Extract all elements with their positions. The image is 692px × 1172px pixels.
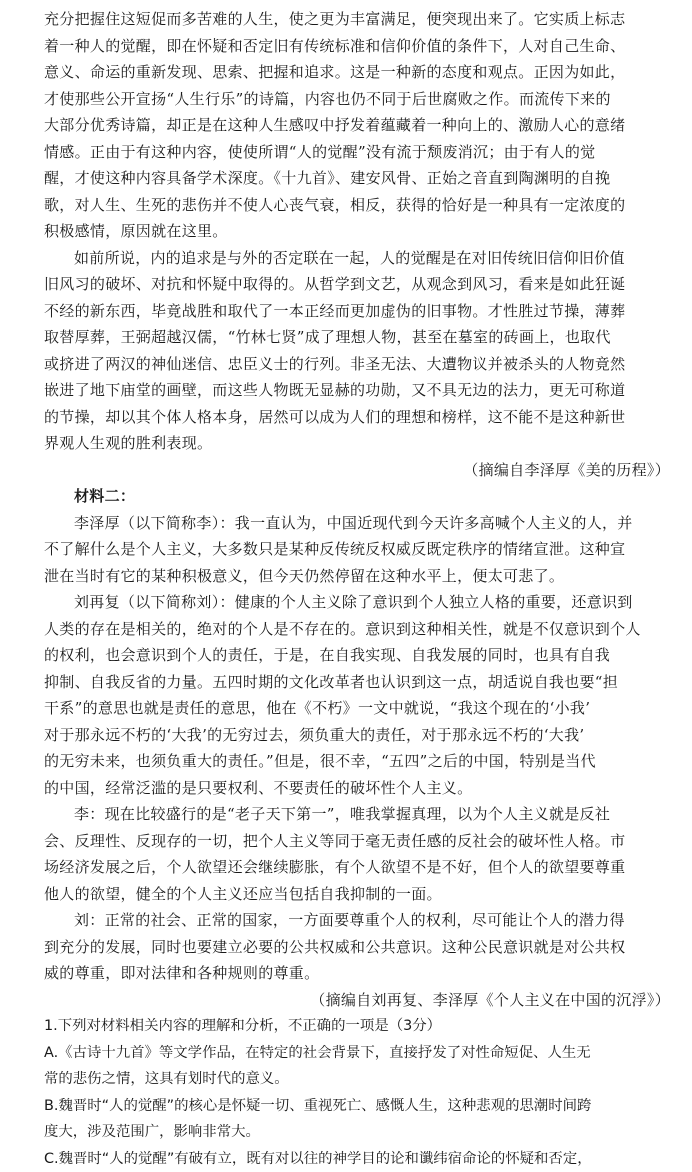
text-line: 取替厚葬，王弼超越汉儒，“竹林七贤”成了理想人物，甚至在墓室的砖画上，也取代 (44, 324, 672, 351)
option-line: A.《古诗十九首》等文学作品，在特定的社会背景下，直接抒发了对性命短促、人生无 (44, 1040, 672, 1067)
material-two-paragraph-1 (44, 510, 672, 590)
text-line: 的权利，也会意识到个人的责任，于是，在自我实现、自我发展的同时，也具有自我 (44, 642, 672, 669)
text-line: 才使那些公开宣扬“人生行乐”的诗篇，内容也仍不同于后世腐败之作。而流传下来的 (44, 86, 672, 113)
question-block (44, 1013, 672, 1172)
material-one-paragraph-1 (44, 6, 672, 245)
text-line: 歌，对人生、生死的悲伤并不使人心丧气衰，相反，获得的恰好是一种具有一定浓度的 (44, 192, 672, 219)
text-line: 李泽厚（以下简称李）：我一直认为，中国近现代到今天许多高喊个人主义的人，并 (44, 510, 672, 537)
material-two-paragraph-2 (44, 589, 672, 801)
text-line: 嵌进了地下庙堂的画壁，而这些人物既无显赫的功勋，又不具无边的法力，更无可称道 (44, 377, 672, 404)
text-line: 大部分优秀诗篇，却正是在这种人生感叹中抒发着蕴藏着一种向上的、激励人心的意绪 (44, 112, 672, 139)
text-line: 或挤进了两汉的神仙迷信、忠臣义士的行列。非圣无法、大遭物议并被杀头的人物竟然 (44, 351, 672, 378)
text-line: 积极感情，原因就在这里。 (44, 218, 672, 245)
question-stem: 1.下列对材料相关内容的理解和分析，不正确的一项是（3分） (44, 1013, 672, 1040)
text-line: 情感。正由于有这种内容，使使所谓“人的觉醒”没有流于颓废消沉；由于有人的觉 (44, 139, 672, 166)
text-line: 泄在当时有它的某种积极意义，但今天仍然停留在这种水平上，便太可悲了。 (44, 563, 672, 590)
source-citation: （摘编自李泽厚《美的历程》） (44, 457, 672, 484)
text-line: 刘再复（以下简称刘）：健康的个人主义除了意识到个人独立人格的重要，还意识到 (44, 589, 672, 616)
text-line: 他人的欲望，健全的个人主义还应当包括自我抑制的一面。 (44, 881, 672, 908)
text-line: 的中国，经常泛滥的是只要权利、不要责任的破坏性个人主义。 (44, 775, 672, 802)
text-line: 意义、命运的重新发现、思索、把握和追求。这是一种新的态度和观点。正因为如此， (44, 59, 672, 86)
text-line: 不经的新东西，毕竟战胜和取代了一本正经而更加虚伪的旧事物。才性胜过节操，薄葬 (44, 298, 672, 325)
option-line: B.魏晋时“人的觉醒”的核心是怀疑一切、重视死亡、感慨人生，这种悲观的思潮时间跨 (44, 1093, 672, 1120)
text-line: 醒，才使这种内容具备学术深度。《十九首》、建安风骨、正始之音直到陶渊明的自挽 (44, 165, 672, 192)
option-c (44, 1146, 672, 1172)
text-line: 刘：正常的社会、正常的国家，一方面要尊重个人的权利，尽可能让个人的潜力得 (44, 907, 672, 934)
material-one-paragraph-2 (44, 245, 672, 457)
text-line: 如前所说，内的追求是与外的否定联在一起，人的觉醒是在对旧传统旧信仰旧价值 (44, 245, 672, 272)
text-line: 人类的存在是相关的，绝对的个人是不存在的。意识到这种相关性，就是不仅意识到个人 (44, 616, 672, 643)
text-line: 李：现在比较盛行的是“老子天下第一”，唯我掌握真理，以为个人主义就是反社 (44, 801, 672, 828)
text-line: 到充分的发展，同时也要建立必要的公共权威和公共意识。这种公民意识就是对公共权 (44, 934, 672, 961)
option-line: 常的悲伤之情，这具有划时代的意义。 (44, 1066, 672, 1093)
text-line: 干系”的意思也就是责任的意思，他在《不朽》一文中就说，“我这个现在的‘小我’ (44, 695, 672, 722)
section-heading: 材料二： (44, 483, 672, 510)
option-line: C.魏晋时“人的觉醒”有破有立，既有对以往的神学目的论和谶纬宿命论的怀疑和否定， (44, 1146, 672, 1172)
text-line: 抑制、自我反省的力量。五四时期的文化改革者也认识到这一点，胡适说自我也要“担 (44, 669, 672, 696)
text-line: 旧风习的破坏、对抗和怀疑中取得的。从哲学到文艺，从观念到风习，看来是如此狂诞 (44, 271, 672, 298)
text-line: 界观人生观的胜利表现。 (44, 430, 672, 457)
text-line: 着一种人的觉醒，即在怀疑和否定旧有传统标准和信仰价值的条件下，人对自己生命、 (44, 33, 672, 60)
source-citation: （摘编自刘再复、李泽厚《个人主义在中国的沉浮》） (44, 987, 672, 1014)
material-two-paragraph-4 (44, 907, 672, 987)
text-line: 会、反理性、反现存的一切，把个人主义等同于毫无责任感的反社会的破坏性人格。市 (44, 828, 672, 855)
text-line: 充分把握住这短促而多苦难的人生，使之更为丰富满足，便突现出来了。它实质上标志 (44, 6, 672, 33)
text-line: 的节操，却以其个体人格本身，居然可以成为人们的理想和榜样，这不能不是这种新世 (44, 404, 672, 431)
text-line: 对于那永远不朽的‘大我’的无穷过去，须负重大的责任，对于那永远不朽的‘大我’ (44, 722, 672, 749)
option-a (44, 1040, 672, 1093)
text-line: 不了解什么是个人主义，大多数只是某种反传统反权威反既定秩序的情绪宣泄。这种宣 (44, 536, 672, 563)
text-line: 场经济发展之后，个人欲望还会继续膨胀，有个人欲望不是不好，但个人的欲望要尊重 (44, 854, 672, 881)
material-two-paragraph-3 (44, 801, 672, 907)
text-line: 威的尊重，即对法律和各种规则的尊重。 (44, 960, 672, 987)
text-line: 的无穷未来，也须负重大的责任。”但是，很不幸，“五四”之后的中国，特别是当代 (44, 748, 672, 775)
option-line: 度大，涉及范围广，影响非常大。 (44, 1119, 672, 1146)
option-b (44, 1093, 672, 1146)
